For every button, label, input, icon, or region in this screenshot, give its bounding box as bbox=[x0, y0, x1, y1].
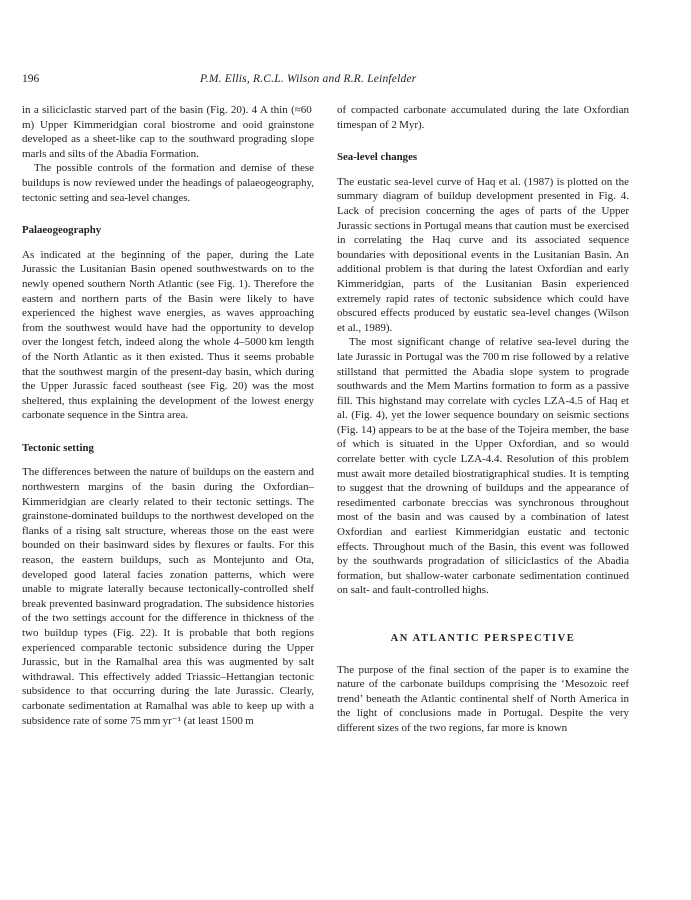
continued-paragraph: of compacted carbonate accumulated during the late Oxfordian timespan of 2 Myr). bbox=[337, 104, 629, 131]
heading-palaeogeography: Palaeogeography bbox=[22, 224, 102, 237]
tectonic-setting-paragraph: The differences between the nature of buildups on the eastern and northwestern margins of the basin during the Oxfordian–Kimmeridgian are clearly related to their tectonic settings. The grainstone-dominated buildups to the northwest developed on the flanks of a rising salt structure, whereas those on the east were bounded on their basinward sides by flexures or faults. For this reason, the eastern buildups, such as Montejunto and Ota, developed good lateral facies zonation patterns, which were unable to migrate laterally because tectonically-controlled shelf break prevented basinward progradation. The subsidence histories of the two settings account for the difference in thickness of the two buildup types (Fig. 22). It is probable that both regions experienced comparable tectonic subsidence during the Upper Jurassic, but in the Ramalhal area this was augmented by salt withdrawal. This effectively added Triassic–Hettangian tectonic subsidence to that occurring during the late Jurassic. Clearly, carbonate sedimentation at Ramalhal was able to keep up with a subsidence rate of some 75 mm yr⁻¹ (at least 1500 m bbox=[22, 466, 314, 727]
running-header bbox=[22, 73, 642, 91]
section-heading-atlantic-perspective: AN ATLANTIC PERSPECTIVE bbox=[390, 633, 576, 644]
heading-tectonic-setting: Tectonic setting bbox=[22, 441, 94, 454]
right-column bbox=[337, 103, 629, 736]
sea-level-paragraph-2: The most significant change of relative sea-level during the late Jurassic in Portugal was the 700 m rise followed by a relative stillstand that permitted the Abadia slope system to prograde southwards and the Mem Martins formation to form as a passive fill. This highstand may correlate with cycles LZA-4.5 of Haq et al. (Fig. 4), yet the lower sequence boundary on seismic sections (Fig. 14) appears to be at the base of the Tojeira member, the base of which is situated in the Upper Oxfordian, and so would correlate better with cycle LZA-4.4. Resolution of this problem must await more detailed biostratigraphical studies. It is tempting to suggest that the drowning of buildups and the appearance of resedimented carbonate breccias was synchronous throughout most of the basin and was caused by a combination of latest Oxfordian and earliest Kimmeridgian eustatic and tectonic effects. Throughout much of the Basin, this event was followed by the southwards progradation of siliciclastics of the Abadia formation, but shallow-water carbonate sedimentation continued on salt- and fault-controlled highs. bbox=[337, 336, 629, 597]
sea-level-paragraph-1: The eustatic sea-level curve of Haq et al. (1987) is plotted on the summary diagram of buildup development presented in Fig. 4. Lack of precision concerning the ages of parts of the Upper Jurassic sections in Portugal means that caution must be exercised in correlating the Haq curve and its associated sequence boundaries with depositional events in the Lusitanian Basin. An additional problem is that during the latest Oxfordian and early Kimmeridgian, parts of the Lusitanian Basin experienced extremely rapid rates of tectonic subsidence which could have obscured effects produced by eustatic sea-level changes (Wilson et al., 1989). bbox=[337, 175, 629, 334]
running-title: P.M. Ellis, R.C.L. Wilson and R.R. Leinfelder bbox=[200, 73, 417, 85]
intro-paragraph-1: in a siliciclastic starved part of the basin (Fig. 20). 4 A thin (≈60 m) Upper Kimmeridgian coral biostrome and ooid grainstone developed as a sheet-like cap to the southward prograding slope marls and silts of the Abadia Formation. bbox=[22, 104, 314, 160]
left-column bbox=[22, 103, 314, 728]
heading-sea-level-changes: Sea-level changes bbox=[337, 151, 418, 164]
palaeogeography-paragraph: As indicated at the beginning of the paper, during the Late Jurassic the Lusitanian Basin opened southwestwards on to the newly opened southern North Atlantic (see Fig. 1). Therefore the eastern and northern parts of the Basin were likely to have experienced the highest wave energies, as waves approaching from the southwest would have had the opportunity to develop over the longest fetch, indeed along the whole 4–5000 km length of the North Atlantic as it then existed. Thus it seems probable that the southwest margin of the present-day basin, which during the Upper Jurassic faced southeast (see Fig. 20) was the most sheltered, thus explaining the development of the lowest energy carbonate sequence in the Sintra area. bbox=[22, 248, 314, 422]
intro-paragraph-2: The possible controls of the formation and demise of these buildups is now reviewed under the headings of palaeogeography, tectonic setting and sea-level changes. bbox=[22, 162, 314, 204]
atlantic-paragraph: The purpose of the final section of the paper is to examine the nature of the carbonate buildups comprising the ‘Mesozoic reef trend’ beneath the Atlantic continental shelf of North America in the light of conclusions made in Portugal. Despite the very different sizes of the two regions, far more is known bbox=[337, 663, 629, 734]
page-number: 196 bbox=[22, 73, 40, 85]
